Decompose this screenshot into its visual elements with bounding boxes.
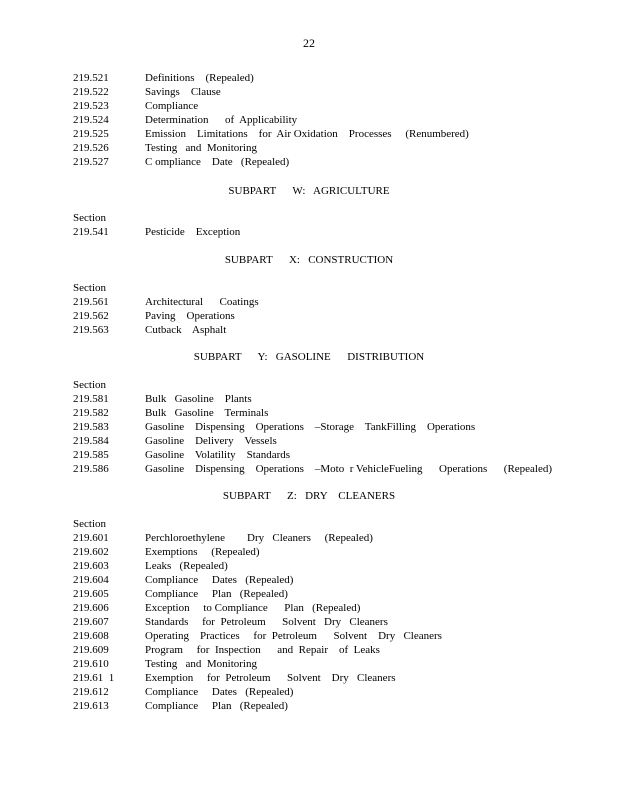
section-row (73, 434, 573, 448)
section-title: Testing and Monitoring (145, 658, 257, 670)
section-row (73, 657, 573, 671)
section-title: Paving Operations (145, 310, 235, 322)
section-row (73, 155, 573, 169)
section-number: 219.522 (73, 86, 109, 98)
section-title: Exemptions (Repealed) (145, 546, 260, 558)
section-title: Definitions (Repealed) (145, 72, 254, 84)
section-title: Gasoline Volatility Standards (145, 449, 291, 461)
section-title: Compliance Dates (Repealed) (145, 686, 294, 698)
section-row (73, 225, 573, 239)
section-number: 219.523 (73, 100, 109, 112)
section-number: 219.607 (73, 616, 109, 628)
section-row (73, 406, 573, 420)
section-title: Exception to Compliance Plan (Repealed) (145, 602, 361, 614)
section-title: Compliance Dates (Repealed) (145, 574, 294, 586)
subpart-w-section-list (73, 211, 573, 239)
section-row (73, 573, 573, 587)
subpart-x-heading: SUBPART X: CONSTRUCTION (224, 254, 394, 266)
subpart-w-heading: SUBPART W: AGRICULTURE (228, 185, 390, 197)
section-title: Testing and Monitoring (145, 142, 257, 154)
section-title: Operating Practices for Petroleum Solvent Dry Cleaners (145, 630, 442, 642)
section-row (73, 85, 573, 99)
section-title: Exemption for Petroleum Solvent Dry Cleaners (145, 672, 396, 684)
section-title: Gasoline Delivery Vessels (145, 435, 277, 447)
section-row (73, 71, 573, 85)
section-row (73, 559, 573, 573)
section-title: Pesticide Exception (145, 226, 241, 238)
section-number: 219.605 (73, 588, 109, 600)
section-row (73, 615, 573, 629)
section-label: Section (73, 379, 106, 391)
subpart-v-section-list (73, 71, 573, 169)
section-number: 219.606 (73, 602, 109, 614)
subpart-z-section-list (73, 517, 573, 713)
section-title: Determination of Applicability (145, 114, 298, 126)
section-row (73, 309, 573, 323)
section-row (73, 629, 573, 643)
section-title: Standards for Petroleum Solvent Dry Cleaners (145, 616, 388, 628)
section-number: 219.613 (73, 700, 109, 712)
section-number: 219.604 (73, 574, 109, 586)
section-title: Compliance Plan (Repealed) (145, 588, 288, 600)
section-title: Leaks (Repealed) (145, 560, 228, 572)
section-title: Gasoline Dispensing Operations –Storage TankFilling Operations (145, 421, 476, 433)
section-title: Bulk Gasoline Terminals (145, 407, 269, 419)
section-row (73, 587, 573, 601)
section-title: Compliance (145, 100, 199, 112)
section-title: Cutback Asphalt (145, 324, 227, 336)
section-number: 219.583 (73, 421, 109, 433)
section-row (73, 295, 573, 309)
section-number: 219.541 (73, 226, 109, 238)
section-row (73, 699, 573, 713)
section-number: 219.521 (73, 72, 109, 84)
section-number: 219.524 (73, 114, 109, 126)
section-title: Savings Clause (145, 86, 221, 98)
section-title: Architectural Coatings (145, 296, 259, 308)
section-row (73, 671, 573, 685)
section-row (73, 141, 573, 155)
section-number: 219.602 (73, 546, 109, 558)
section-row (73, 601, 573, 615)
section-row (73, 462, 573, 476)
section-number: 219.561 (73, 296, 109, 308)
section-title: Program for Inspection and Repair of Leaks (145, 644, 380, 656)
subpart-z-heading: SUBPART Z: DRY CLEANERS (222, 490, 396, 502)
section-number: 219.581 (73, 393, 109, 405)
section-row (73, 531, 573, 545)
subpart-y-heading: SUBPART Y: GASOLINE DISTRIBUTION (193, 351, 425, 363)
section-number: 219.609 (73, 644, 109, 656)
section-title: C ompliance Date (Repealed) (145, 156, 290, 168)
section-number: 219.586 (73, 463, 109, 475)
section-number: 219.612 (73, 686, 109, 698)
section-number: 219.527 (73, 156, 109, 168)
section-row (73, 420, 573, 434)
page-number: 22 (303, 36, 315, 50)
subpart-x-section-list (73, 281, 573, 337)
section-number: 219.603 (73, 560, 109, 572)
section-number: 219.584 (73, 435, 109, 447)
section-row (73, 323, 573, 337)
section-label: Section (73, 282, 106, 294)
section-row (73, 99, 573, 113)
section-number: 219.582 (73, 407, 109, 419)
section-title: Emission Limitations for Air Oxidation Processes (Renumbered) (145, 128, 469, 140)
subpart-y-section-list (73, 378, 573, 476)
section-number: 219.601 (73, 532, 109, 544)
section-number: 219.526 (73, 142, 109, 154)
section-number: 219.61 1 (73, 672, 115, 684)
section-row (73, 643, 573, 657)
section-title: Bulk Gasoline Plants (145, 393, 252, 405)
section-number: 219.563 (73, 324, 109, 336)
section-title: Perchloroethylene Dry Cleaners (Repealed) (145, 532, 373, 544)
section-row (73, 113, 573, 127)
section-number: 219.562 (73, 310, 109, 322)
section-row (73, 448, 573, 462)
section-row (73, 685, 573, 699)
section-title: Compliance Plan (Repealed) (145, 700, 288, 712)
section-label: Section (73, 518, 106, 530)
section-number: 219.525 (73, 128, 109, 140)
section-row (73, 127, 573, 141)
section-title: Gasoline Dispensing Operations –Moto r VehicleFueling Operations (Repealed) (145, 463, 553, 475)
section-number: 219.585 (73, 449, 109, 461)
section-number: 219.610 (73, 658, 109, 670)
section-number: 219.608 (73, 630, 109, 642)
section-row (73, 392, 573, 406)
section-label: Section (73, 212, 106, 224)
section-row (73, 545, 573, 559)
